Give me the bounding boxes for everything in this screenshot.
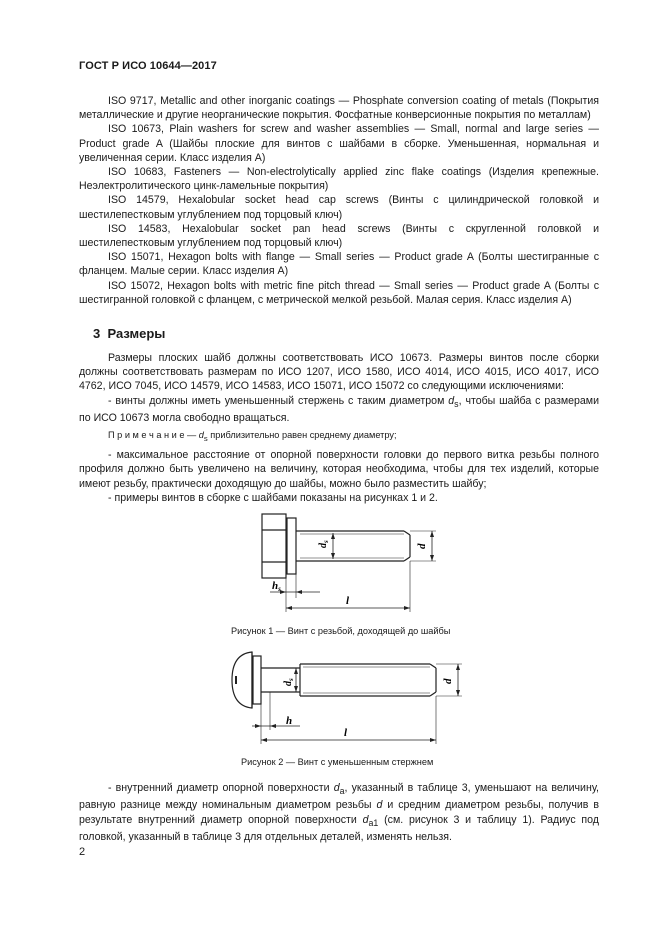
intro-paragraph: Размеры плоских шайб должны соответствовать ИСО 10673. Размеры винтов после сборки должны соответствовать размерам по ИСО 1207, ИСО 1580, ИСО 4014, ИСО 4015, ИСО 4017, ИСО 4762, ИСО 7045, ИСО 14579, ИСО 14583, ИСО 15071, ИСО 15072 со следующими исключениями: [79, 352, 599, 393]
fig2-label-d: d [442, 678, 454, 684]
item-max-distance: - максимальное расстояние от опорной поверхности головки до первого витка резьбы полного профиля должно быть увеличено на величину, которая необходима, чтобы для тех изделий, которые имеют резьбу, практически доходящую до шайбы, можно было разместить шайбу; [79, 449, 599, 490]
figure-2-caption: Рисунок 2 — Винт с уменьшенным стержнем [241, 757, 434, 767]
section-title: Размеры [107, 326, 166, 341]
fig1-label-hs: hs [272, 580, 281, 593]
reference-iso-9717: ISO 9717, Metallic and other inorganic coatings — Phosphate conversion coating of metals (Покрытия металлические и другие неорганические покрытия. Фосфатные конверсионные покрытия по металлам) [79, 95, 599, 122]
page-number: 2 [79, 846, 86, 858]
section-heading [93, 326, 165, 341]
fig1-label-l: l [346, 595, 350, 607]
fig2-label-ds: $d_s$ [283, 678, 295, 686]
reference-iso-14579: ISO 14579, Hexalobular socket head cap screws (Винты с цилиндрической головкой и шестилепестковым углублением под торцовый ключ) [79, 194, 599, 221]
reference-iso-14583: ISO 14583, Hexalobular socket pan head screws (Винты с скругленной головкой и шестилепестковым углублением под торцовый ключ) [79, 222, 599, 250]
item-examples: - примеры винтов в сборке с шайбами показаны на рисунках 1 и 2. [108, 491, 438, 504]
reference-iso-10683: ISO 10683, Fasteners — Non-electrolytically applied zinc flake coatings (Изделия крепежные. Неэлектролитического цинк-ламельные покрытия) [79, 166, 599, 193]
fig1-label-ds: $d_s$ [318, 540, 330, 548]
reference-iso-15072: ISO 15072, Hexagon bolts with metric fine pitch thread — Small series — Product grade A (Болты с шестигранной головкой с фланцем, с метрической мелкой резьбой. Малая серия. Класс изделия А) [79, 279, 599, 306]
figure-2-drawing [0, 640, 661, 750]
fig2-washer [253, 656, 261, 704]
page-header-title: ГОСТ Р ИСО 10644—2017 [79, 60, 217, 72]
fig1-washer [287, 518, 296, 574]
section-body [79, 351, 599, 505]
figure-1-drawing [0, 504, 661, 624]
reference-iso-15071: ISO 15071, Hexagon bolts with flange — Small series — Product grade A (Болты шестигранные с фланцем. Малые серии. Класс изделия А) [79, 251, 599, 278]
fig2-label-h: h [286, 715, 293, 727]
note-paragraph: П р и м е ч а н и е — $d_s$ приблизительно равен среднему диаметру; [108, 430, 397, 443]
section-number: 3 [93, 326, 101, 341]
figure-1-caption: Рисунок 1 — Винт с резьбой, доходящей до шайбы [231, 626, 451, 636]
references-list [79, 94, 599, 307]
fig2-label-l: l [344, 727, 348, 739]
fig1-screw-head [262, 514, 286, 578]
section-body-continued [79, 781, 599, 844]
reference-iso-10673: ISO 10673, Plain washers for screw and washer assemblies — Small, normal and large series — Product grade A (Шайбы плоские для винтов с шайбами в сборке. Уменьшенная, нормальная и увеличенная серии. Класс изделия А) [79, 123, 599, 164]
item-bearing-diameter: - внутренний диаметр опорной поверхности $d_a$, указанный в таблице 3, уменьшают на величину, равную разнице между номинальным диаметром резьбы d и средним диаметром резьбы, получив в результате внутренний диаметр опорной поверхности $d_{a1}$ (см. рисунок 3 и таблицу 1). Радиус под головкой, указанный в таблице 3 для отдельных деталей, изменять нельзя. [79, 782, 599, 843]
item-reduced-shank: - винты должны иметь уменьшенный стержень с таким диаметром $d_s$, чтобы шайба с размерами по ИСО 10673 могла свободно вращаться. [79, 394, 600, 424]
fig1-label-d: d [416, 543, 428, 549]
